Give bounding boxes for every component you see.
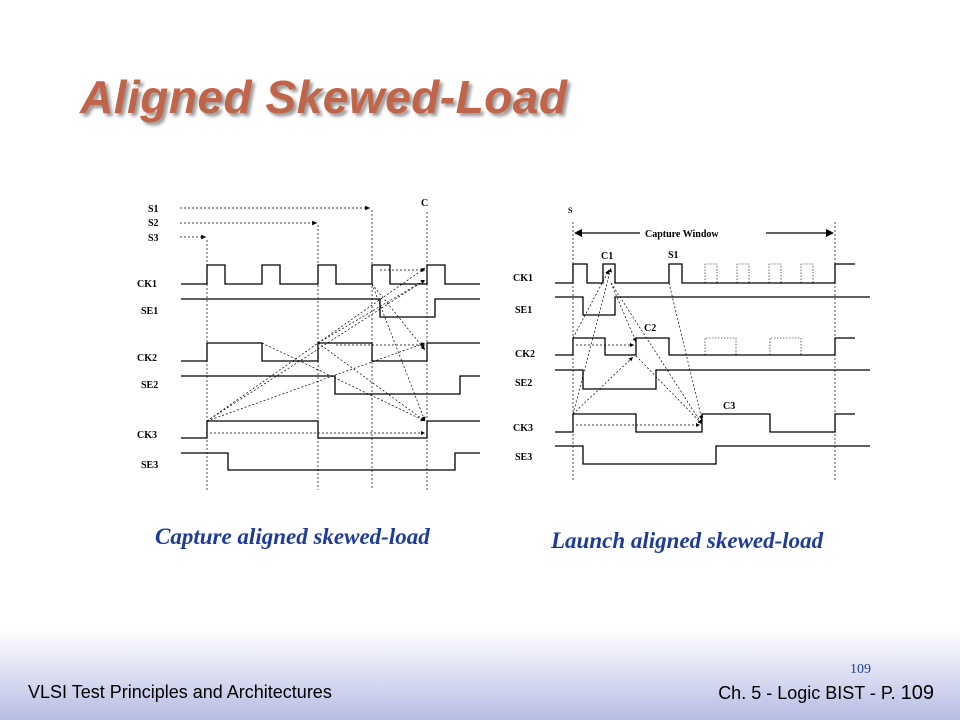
label-c1: C1 <box>601 251 614 262</box>
label-c2: C2 <box>644 323 657 334</box>
ck1-wave <box>181 265 480 284</box>
ck2-wave-right <box>555 338 855 355</box>
label-se3-right: SE3 <box>515 452 533 463</box>
footer-chapter <box>718 682 934 705</box>
label-se1: SE1 <box>141 306 159 317</box>
label-ck3-right: CK3 <box>513 423 533 434</box>
label-c3: C3 <box>723 401 736 412</box>
ck3-wave <box>181 421 480 438</box>
label-se1-right: SE1 <box>515 305 533 316</box>
label-se3: SE3 <box>141 460 159 471</box>
label-se2-right: SE2 <box>515 378 533 389</box>
label-s2: S2 <box>148 218 159 229</box>
left-diagram-caption: Capture aligned skewed-load <box>155 524 430 549</box>
ck3-wave-right <box>555 414 855 432</box>
waveforms-right <box>555 264 870 464</box>
footer-chapter-prefix: Ch. 5 - Logic BIST - P. <box>718 683 896 703</box>
ck2-wave <box>181 343 480 361</box>
timing-arrows <box>207 268 425 433</box>
right-diagram-caption: Launch aligned skewed-load <box>551 528 824 553</box>
guide-lines <box>207 210 427 490</box>
page-number: 109 <box>850 662 871 677</box>
footer-course-title: VLSI Test Principles and Architectures <box>28 682 332 702</box>
waveforms <box>181 265 480 470</box>
label-ck2: CK2 <box>137 353 157 364</box>
label-c: C <box>421 198 429 209</box>
se1-wave-right <box>555 297 870 315</box>
se3-wave-right <box>555 446 870 464</box>
label-s1-right: S1 <box>668 250 679 261</box>
capture-window-label: Capture Window <box>645 229 719 240</box>
label-ck1: CK1 <box>137 279 157 290</box>
shift-arrows <box>180 208 370 237</box>
slide-title: Aligned Skewed-Load <box>80 71 568 123</box>
launch-aligned-diagram <box>513 206 870 482</box>
timing-arrows-right <box>573 268 702 425</box>
dotted-pulses <box>705 264 813 355</box>
se1-wave <box>181 299 480 317</box>
footer-chapter-page: 109 <box>900 682 934 704</box>
capture-aligned-diagram <box>137 198 480 490</box>
se3-wave <box>181 453 480 470</box>
label-ck3: CK3 <box>137 430 157 441</box>
label-s: S <box>568 206 573 215</box>
label-s3: S3 <box>148 233 159 244</box>
se2-wave <box>181 376 480 394</box>
label-ck1-right: CK1 <box>513 273 533 284</box>
label-ck2-right: CK2 <box>515 349 535 360</box>
label-s1: S1 <box>148 204 159 215</box>
label-se2: SE2 <box>141 380 159 391</box>
footer-band <box>0 630 960 720</box>
